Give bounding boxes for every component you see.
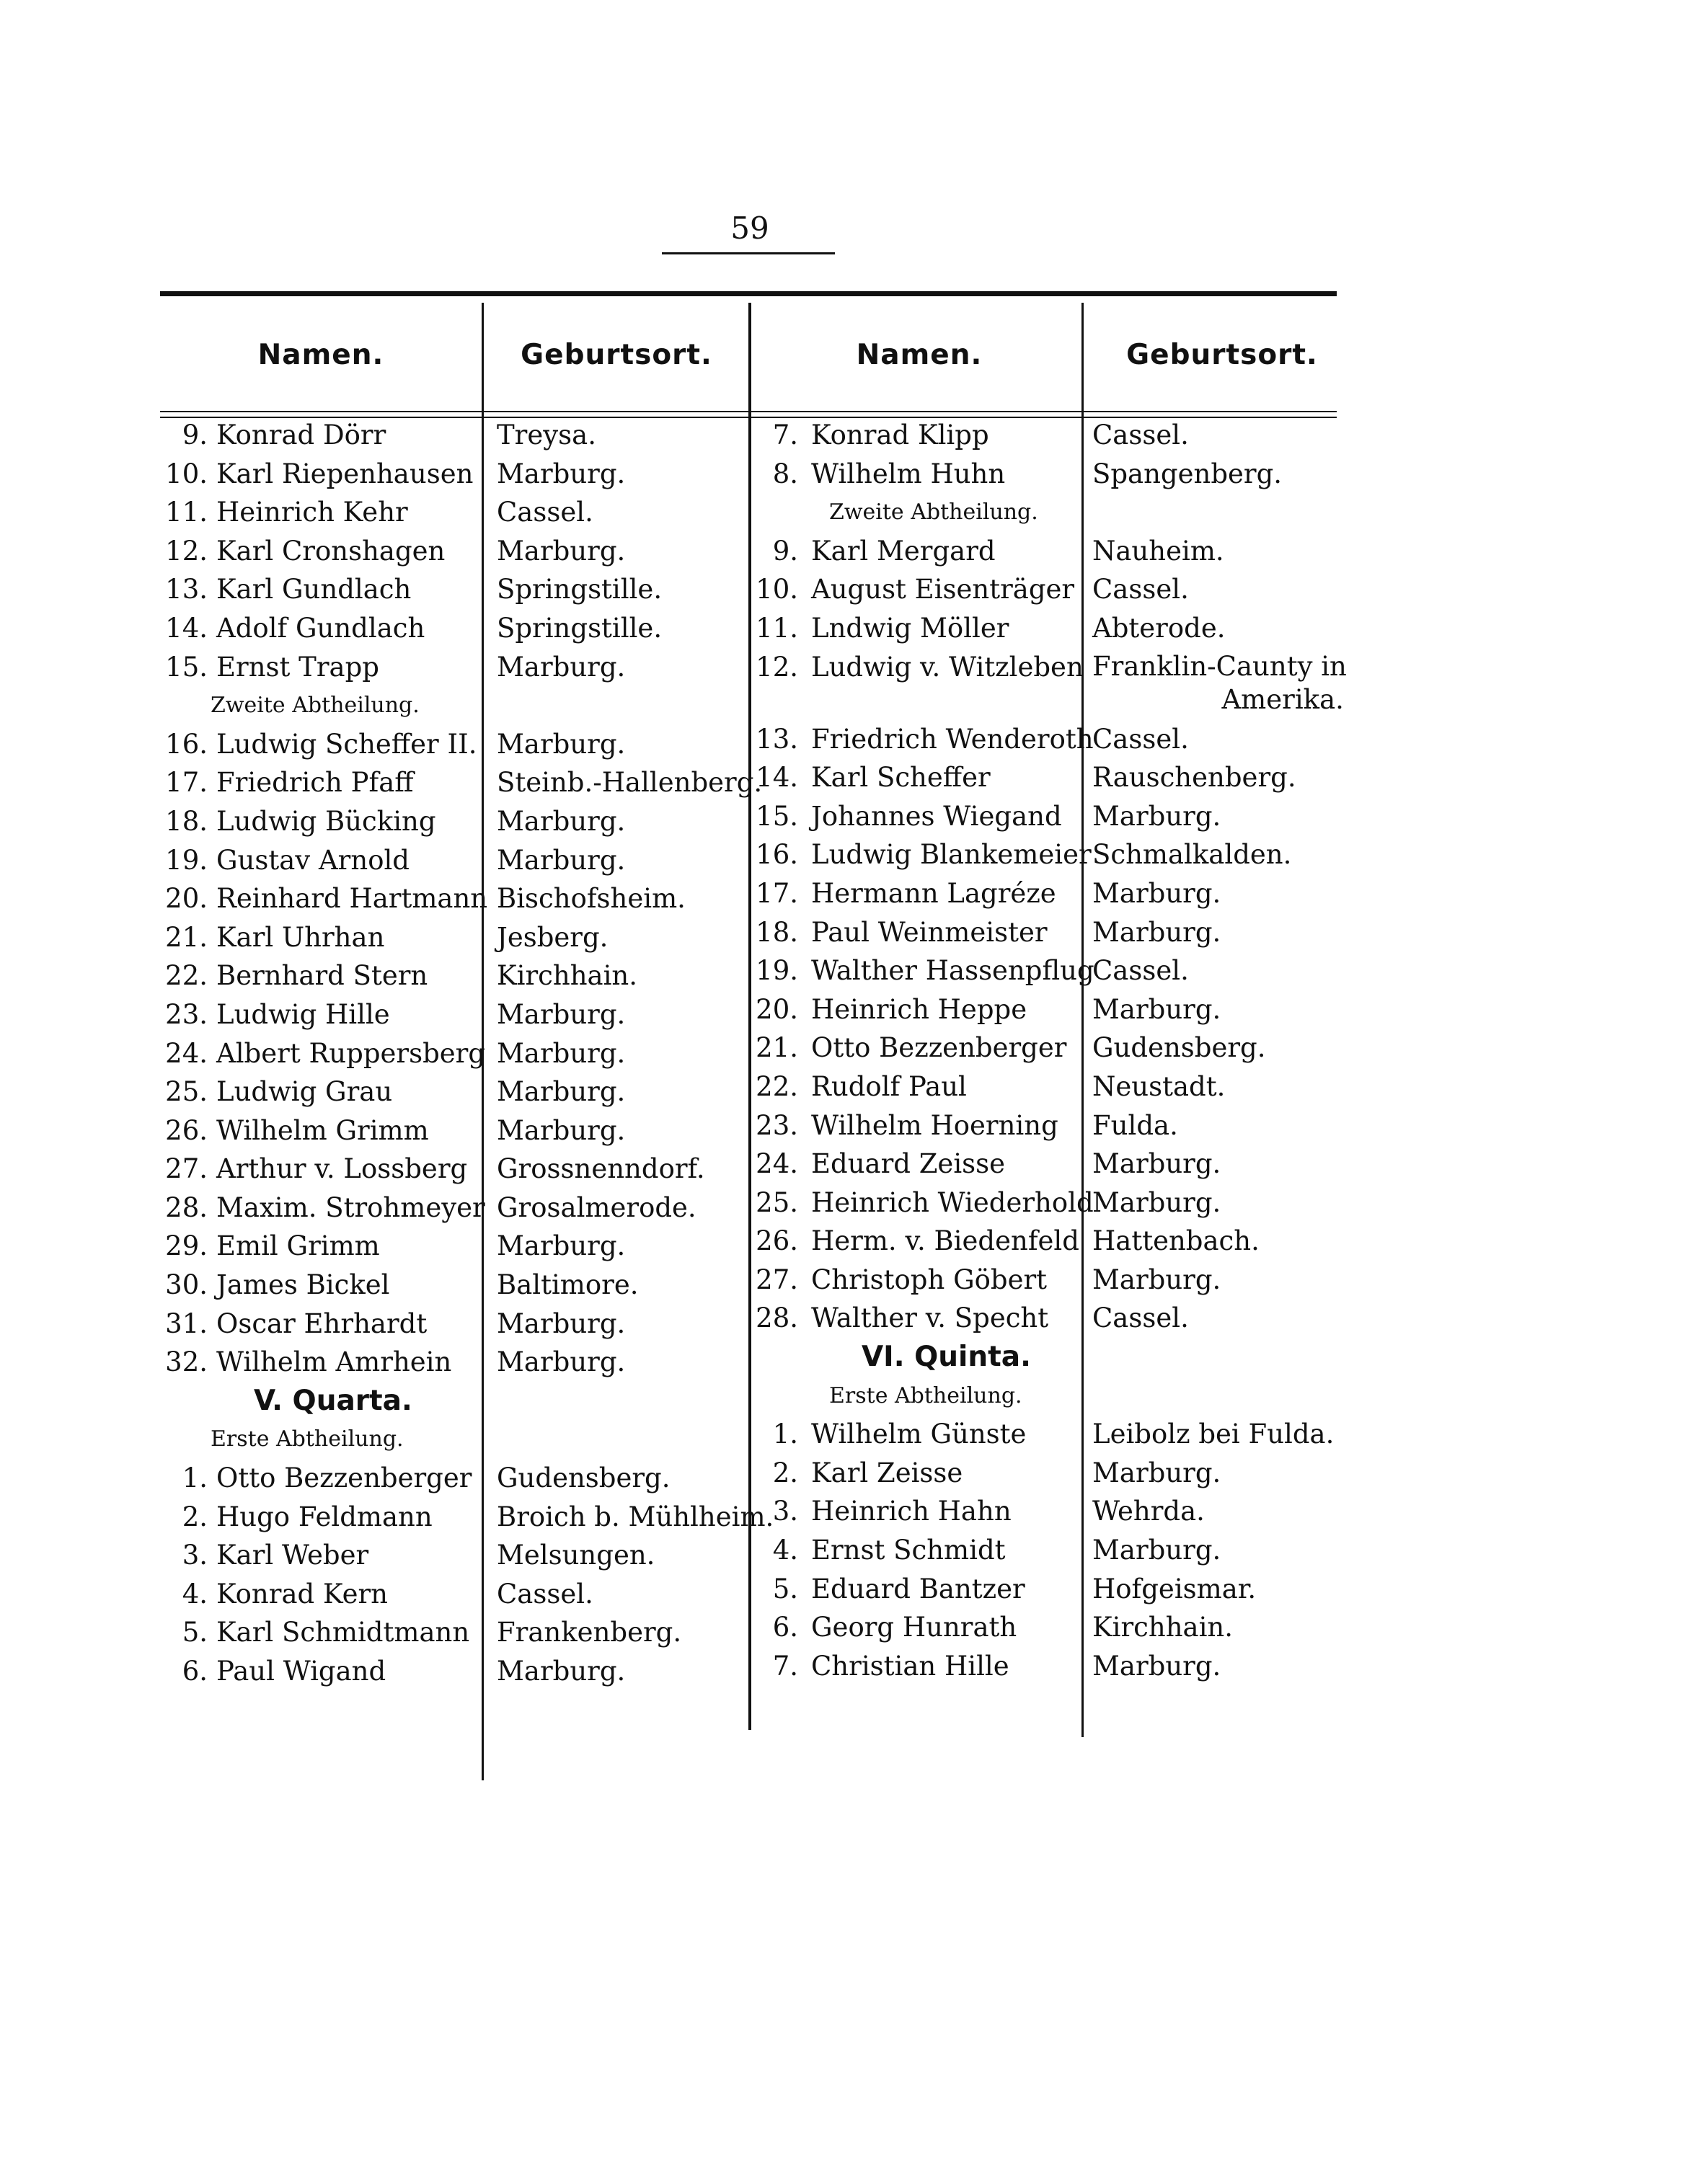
student-number: 4. [772,1535,798,1566]
student-number: 12. [165,535,208,567]
student-name: Otto Bezzenberger [216,1462,472,1494]
student-name: Rudolf Paul [811,1070,967,1102]
student-number: 25. [165,1076,208,1108]
student-row [753,913,1345,952]
student-row [160,1343,751,1382]
student-name: Heinrich Heppe [811,993,1027,1025]
student-row [160,1498,774,1537]
birthplace: Schmalkalden. [1092,839,1292,871]
birthplace: Marburg. [497,844,626,876]
class-heading: V. Quarta. [254,1384,412,1417]
student-name: Paul Weinmeister [811,916,1048,948]
student-row [753,570,1345,609]
student-name: Heinrich Wiederhold [811,1186,1094,1218]
student-name: Friedrich Pfaff [216,767,414,799]
birthplace: Baltimore. [497,1269,639,1301]
birthplace: Cassel. [497,1578,593,1610]
birthplace: Leibolz bei Fulda. [1092,1419,1335,1450]
student-number: 2. [772,1457,798,1488]
student-name: Wilhelm Amrhein [216,1346,452,1378]
student-row [160,1150,751,1189]
left-column [160,416,774,1691]
student-name: Georg Hunrath [811,1612,1017,1643]
student-row [160,1613,751,1652]
student-row [753,1531,1345,1570]
student-name: Hermann Lagréze [811,877,1056,909]
student-name: Oscar Ehrhardt [216,1308,428,1339]
student-number: 26. [165,1114,208,1146]
student-number: 29. [165,1230,208,1262]
birthplace: Steinb.-Hallenberg. [497,767,763,799]
student-name: Konrad Dörr [216,420,386,450]
student-name: Karl Uhrhan [216,921,385,953]
student-number: 7. [772,1650,798,1682]
header-birthplace-left: Geburtsort. [521,339,712,371]
student-row [160,648,751,687]
student-row [753,835,1345,874]
birthplace: Grossnenndorf. [497,1153,705,1185]
student-name: Paul Wigand [216,1656,386,1687]
birthplace: Marburg. [1092,800,1221,832]
birthplace: Marburg. [497,651,626,683]
student-name: Emil Grimm [216,1230,380,1262]
student-name: Ernst Schmidt [811,1535,1006,1566]
student-row [753,1029,1345,1067]
student-row [160,918,751,957]
table-top-rule [160,291,1337,296]
student-row [753,416,1345,455]
birthplace: Marburg. [497,1230,626,1262]
birthplace: Marburg. [497,1114,626,1146]
student-row [160,763,763,802]
birthplace: Gudensberg. [1092,1032,1266,1064]
student-row [753,1299,1345,1338]
student-name: Karl Scheffer [811,762,991,794]
birthplace: Kirchhain. [497,960,638,992]
header-birthplace-right: Geburtsort. [1126,339,1318,371]
student-number: 23. [165,998,208,1030]
birthplace: Cassel. [497,497,593,528]
student-number: 3. [182,1540,208,1571]
student-number: 24. [756,1148,798,1180]
student-number: 31. [165,1308,208,1339]
birthplace: Marburg. [497,728,626,760]
student-number: 1. [772,1419,798,1450]
student-name: Eduard Zeisse [811,1148,1006,1180]
student-number: 13. [756,723,798,755]
student-number: 6. [772,1612,798,1643]
birthplace: Fulda. [1092,1109,1178,1141]
student-row [160,1305,751,1344]
subsection-heading: Zweite Abtheilung. [829,500,1038,525]
student-row [160,1459,751,1498]
student-row [753,455,1345,494]
student-row [753,1184,1345,1222]
student-number: 24. [165,1037,208,1069]
subsection-heading: Erste Abtheilung. [829,1382,1022,1408]
birthplace: Marburg. [497,535,626,567]
student-number: 18. [165,805,208,837]
birthplace: Cassel. [1092,574,1189,605]
birthplace: Marburg. [497,458,626,489]
birthplace: Marburg. [497,805,626,837]
student-number: 19. [165,844,208,876]
student-name: Wilhelm Hoerning [811,1109,1058,1141]
birthplace: Kirchhain. [1092,1612,1234,1643]
student-number: 15. [165,651,208,683]
student-row [160,841,751,880]
birthplace: Marburg. [497,1076,626,1108]
student-name: Karl Mergard [811,535,996,567]
birthplace: Springstille. [497,612,663,644]
student-row [753,758,1345,797]
student-number: 26. [756,1225,798,1257]
student-number: 9. [772,535,798,567]
birthplace: Marburg. [1092,1650,1221,1682]
student-row [753,532,1345,571]
birthplace: Spangenberg. [1092,458,1283,489]
class-heading: VI. Quinta. [862,1341,1031,1374]
student-number: 23. [756,1109,798,1141]
student-number: 20. [756,993,798,1025]
student-number: 11. [756,612,798,644]
student-number: 12. [756,651,798,683]
student-name: Ludwig Hille [216,998,390,1030]
student-name: Ludwig Scheffer II. [216,728,477,760]
student-row [753,1067,1345,1106]
student-name: Herm. v. Biedenfeld [811,1225,1079,1257]
birthplace: Gudensberg. [497,1462,671,1494]
student-row [160,1227,751,1266]
student-name: Walther v. Specht [811,1302,1049,1334]
subsection-heading: Erste Abtheilung. [211,1426,404,1452]
student-number: 10. [165,458,208,489]
student-name: Bernhard Stern [216,960,428,992]
birthplace: Springstille. [497,574,663,605]
birthplace: Cassel. [1092,723,1189,755]
birthplace-line: Amerika. [1221,683,1344,715]
birthplace: Wehrda. [1092,1496,1205,1527]
student-name: Christian Hille [811,1650,1009,1682]
student-number: 7. [772,420,798,450]
student-row [160,1536,751,1575]
subsection-heading: Zweite Abtheilung. [211,693,420,719]
student-row [160,956,751,995]
birthplace: Bischofsheim. [497,883,686,915]
page-number-rule [662,252,835,254]
student-number: 2. [182,1501,208,1532]
student-number: 22. [165,960,208,992]
birthplace: Marburg. [1092,1264,1221,1295]
student-name: Reinhard Hartmann [216,883,488,915]
student-name: Hugo Feldmann [216,1501,433,1532]
birthplace: Marburg. [1092,1535,1221,1566]
student-number: 8. [772,458,798,489]
student-number: 5. [182,1617,208,1648]
student-number: 4. [182,1578,208,1610]
student-name: Heinrich Kehr [216,497,408,528]
student-number: 11. [165,497,208,528]
student-row [160,455,751,494]
student-row [160,879,751,918]
right-column [753,416,1345,1685]
student-row [160,725,751,764]
student-row [753,874,1345,913]
birthplace: Cassel. [1092,955,1189,987]
birthplace: Marburg. [1092,1457,1221,1488]
student-row [753,797,1345,836]
student-row [160,570,751,609]
student-number: 17. [756,877,798,909]
student-name: Eduard Bantzer [811,1573,1025,1604]
student-row [160,802,751,841]
student-name: Karl Gundlach [216,574,412,605]
student-name: Otto Bezzenberger [811,1032,1067,1064]
birthplace: Broich b. Mühlheim. [497,1501,774,1532]
student-row [160,1111,751,1150]
student-number: 25. [756,1186,798,1218]
student-row [160,995,751,1034]
header-names-right: Namen. [856,339,983,371]
student-number: 17. [165,767,208,799]
student-number: 5. [772,1573,798,1604]
student-number: 3. [772,1496,798,1527]
student-row [160,1034,751,1073]
student-number: 14. [165,612,208,644]
student-name: Adolf Gundlach [216,612,425,644]
student-row [753,1415,1345,1454]
birthplace: Treysa. [497,420,596,450]
birthplace: Marburg. [1092,993,1221,1025]
student-row [753,1222,1345,1261]
student-number: 15. [756,800,798,832]
student-name: Ludwig Bücking [216,805,436,837]
birthplace: Marburg. [1092,1148,1221,1180]
student-number: 16. [165,728,208,760]
birthplace-line: Franklin-Caunty in [1092,650,1347,682]
birthplace: Neustadt. [1092,1070,1226,1102]
student-row [753,1106,1345,1145]
student-row [753,648,1345,720]
birthplace: Marburg. [497,1308,626,1339]
student-number: 19. [756,955,798,987]
student-number: 1. [182,1462,208,1494]
birthplace: Marburg. [497,1346,626,1378]
student-row [753,1608,1345,1647]
student-row [160,1073,751,1111]
student-row [753,1647,1345,1686]
student-number: 6. [182,1656,208,1687]
birthplace [1092,650,1347,716]
student-name: Ludwig Grau [216,1076,393,1108]
birthplace: Jesberg. [497,921,609,953]
birthplace: Marburg. [1092,877,1221,909]
birthplace: Hattenbach. [1092,1225,1260,1257]
student-name: Friedrich Wenderoth [811,723,1094,755]
student-row [753,1145,1345,1184]
birthplace: Hofgeismar. [1092,1573,1257,1604]
student-row [160,532,751,571]
birthplace: Abterode. [1092,612,1226,644]
student-name: Karl Schmidtmann [216,1617,470,1648]
birthplace: Marburg. [497,1037,626,1069]
student-name: Lndwig Möller [811,612,1009,644]
student-row [160,1266,751,1305]
student-number: 28. [165,1191,208,1223]
student-number: 28. [756,1302,798,1334]
student-name: Christoph Göbert [811,1264,1048,1295]
student-number: 32. [165,1346,208,1378]
student-row [753,1492,1345,1531]
student-name: Ernst Trapp [216,651,379,683]
page-number: 59 [730,210,769,246]
student-row [160,1575,751,1614]
student-row [753,951,1345,990]
student-name: James Bickel [216,1269,390,1301]
birthplace: Grosalmerode. [497,1191,696,1223]
student-row [160,416,751,455]
student-name: August Eisenträger [811,574,1075,605]
student-number: 18. [756,916,798,948]
student-number: 27. [165,1153,208,1185]
header-names-left: Namen. [257,339,384,371]
birthplace: Cassel. [1092,1302,1189,1334]
student-number: 16. [756,839,798,871]
birthplace: Rauschenberg. [1092,762,1296,794]
student-name: Wilhelm Grimm [216,1114,429,1146]
student-number: 13. [165,574,208,605]
student-name: Konrad Klipp [811,420,989,450]
birthplace: Marburg. [1092,916,1221,948]
birthplace: Cassel. [1092,420,1189,450]
student-name: Johannes Wiegand [811,800,1062,832]
student-row [753,720,1345,759]
student-number: 21. [165,921,208,953]
student-name: Karl Riepenhausen [216,458,474,489]
student-number: 20. [165,883,208,915]
student-number: 9. [182,420,208,450]
student-name: Karl Zeisse [811,1457,963,1488]
student-row [160,493,751,532]
student-name: Karl Weber [216,1540,369,1571]
student-name: Maxim. Strohmeyer [216,1191,485,1223]
student-number: 14. [756,762,798,794]
student-name: Gustav Arnold [216,844,410,876]
birthplace: Nauheim. [1092,535,1224,567]
birthplace: Melsungen. [497,1540,655,1571]
student-number: 21. [756,1032,798,1064]
student-name: Heinrich Hahn [811,1496,1012,1527]
student-name: Konrad Kern [216,1578,389,1610]
student-number: 27. [756,1264,798,1295]
birthplace: Marburg. [497,998,626,1030]
student-number: 22. [756,1070,798,1102]
student-row [160,1652,751,1691]
student-name: Walther Hassenpflug [811,955,1094,987]
student-row [753,1261,1345,1300]
student-name: Wilhelm Günste [811,1419,1027,1450]
student-row [753,1454,1345,1493]
birthplace: Marburg. [1092,1186,1221,1218]
birthplace: Marburg. [497,1656,626,1687]
student-name: Ludwig v. Witzleben [811,651,1084,683]
student-name: Arthur v. Lossberg [216,1153,468,1185]
student-name: Karl Cronshagen [216,535,446,567]
student-number: 30. [165,1269,208,1301]
student-name: Albert Ruppersberg [216,1037,486,1069]
birthplace: Frankenberg. [497,1617,682,1648]
student-row [753,990,1345,1029]
student-row [753,609,1345,648]
student-name: Ludwig Blankemeier [811,839,1092,871]
student-row [160,609,751,648]
student-name: Wilhelm Huhn [811,458,1006,489]
student-row [160,1189,751,1228]
student-number: 10. [756,574,798,605]
student-row [753,1570,1345,1609]
